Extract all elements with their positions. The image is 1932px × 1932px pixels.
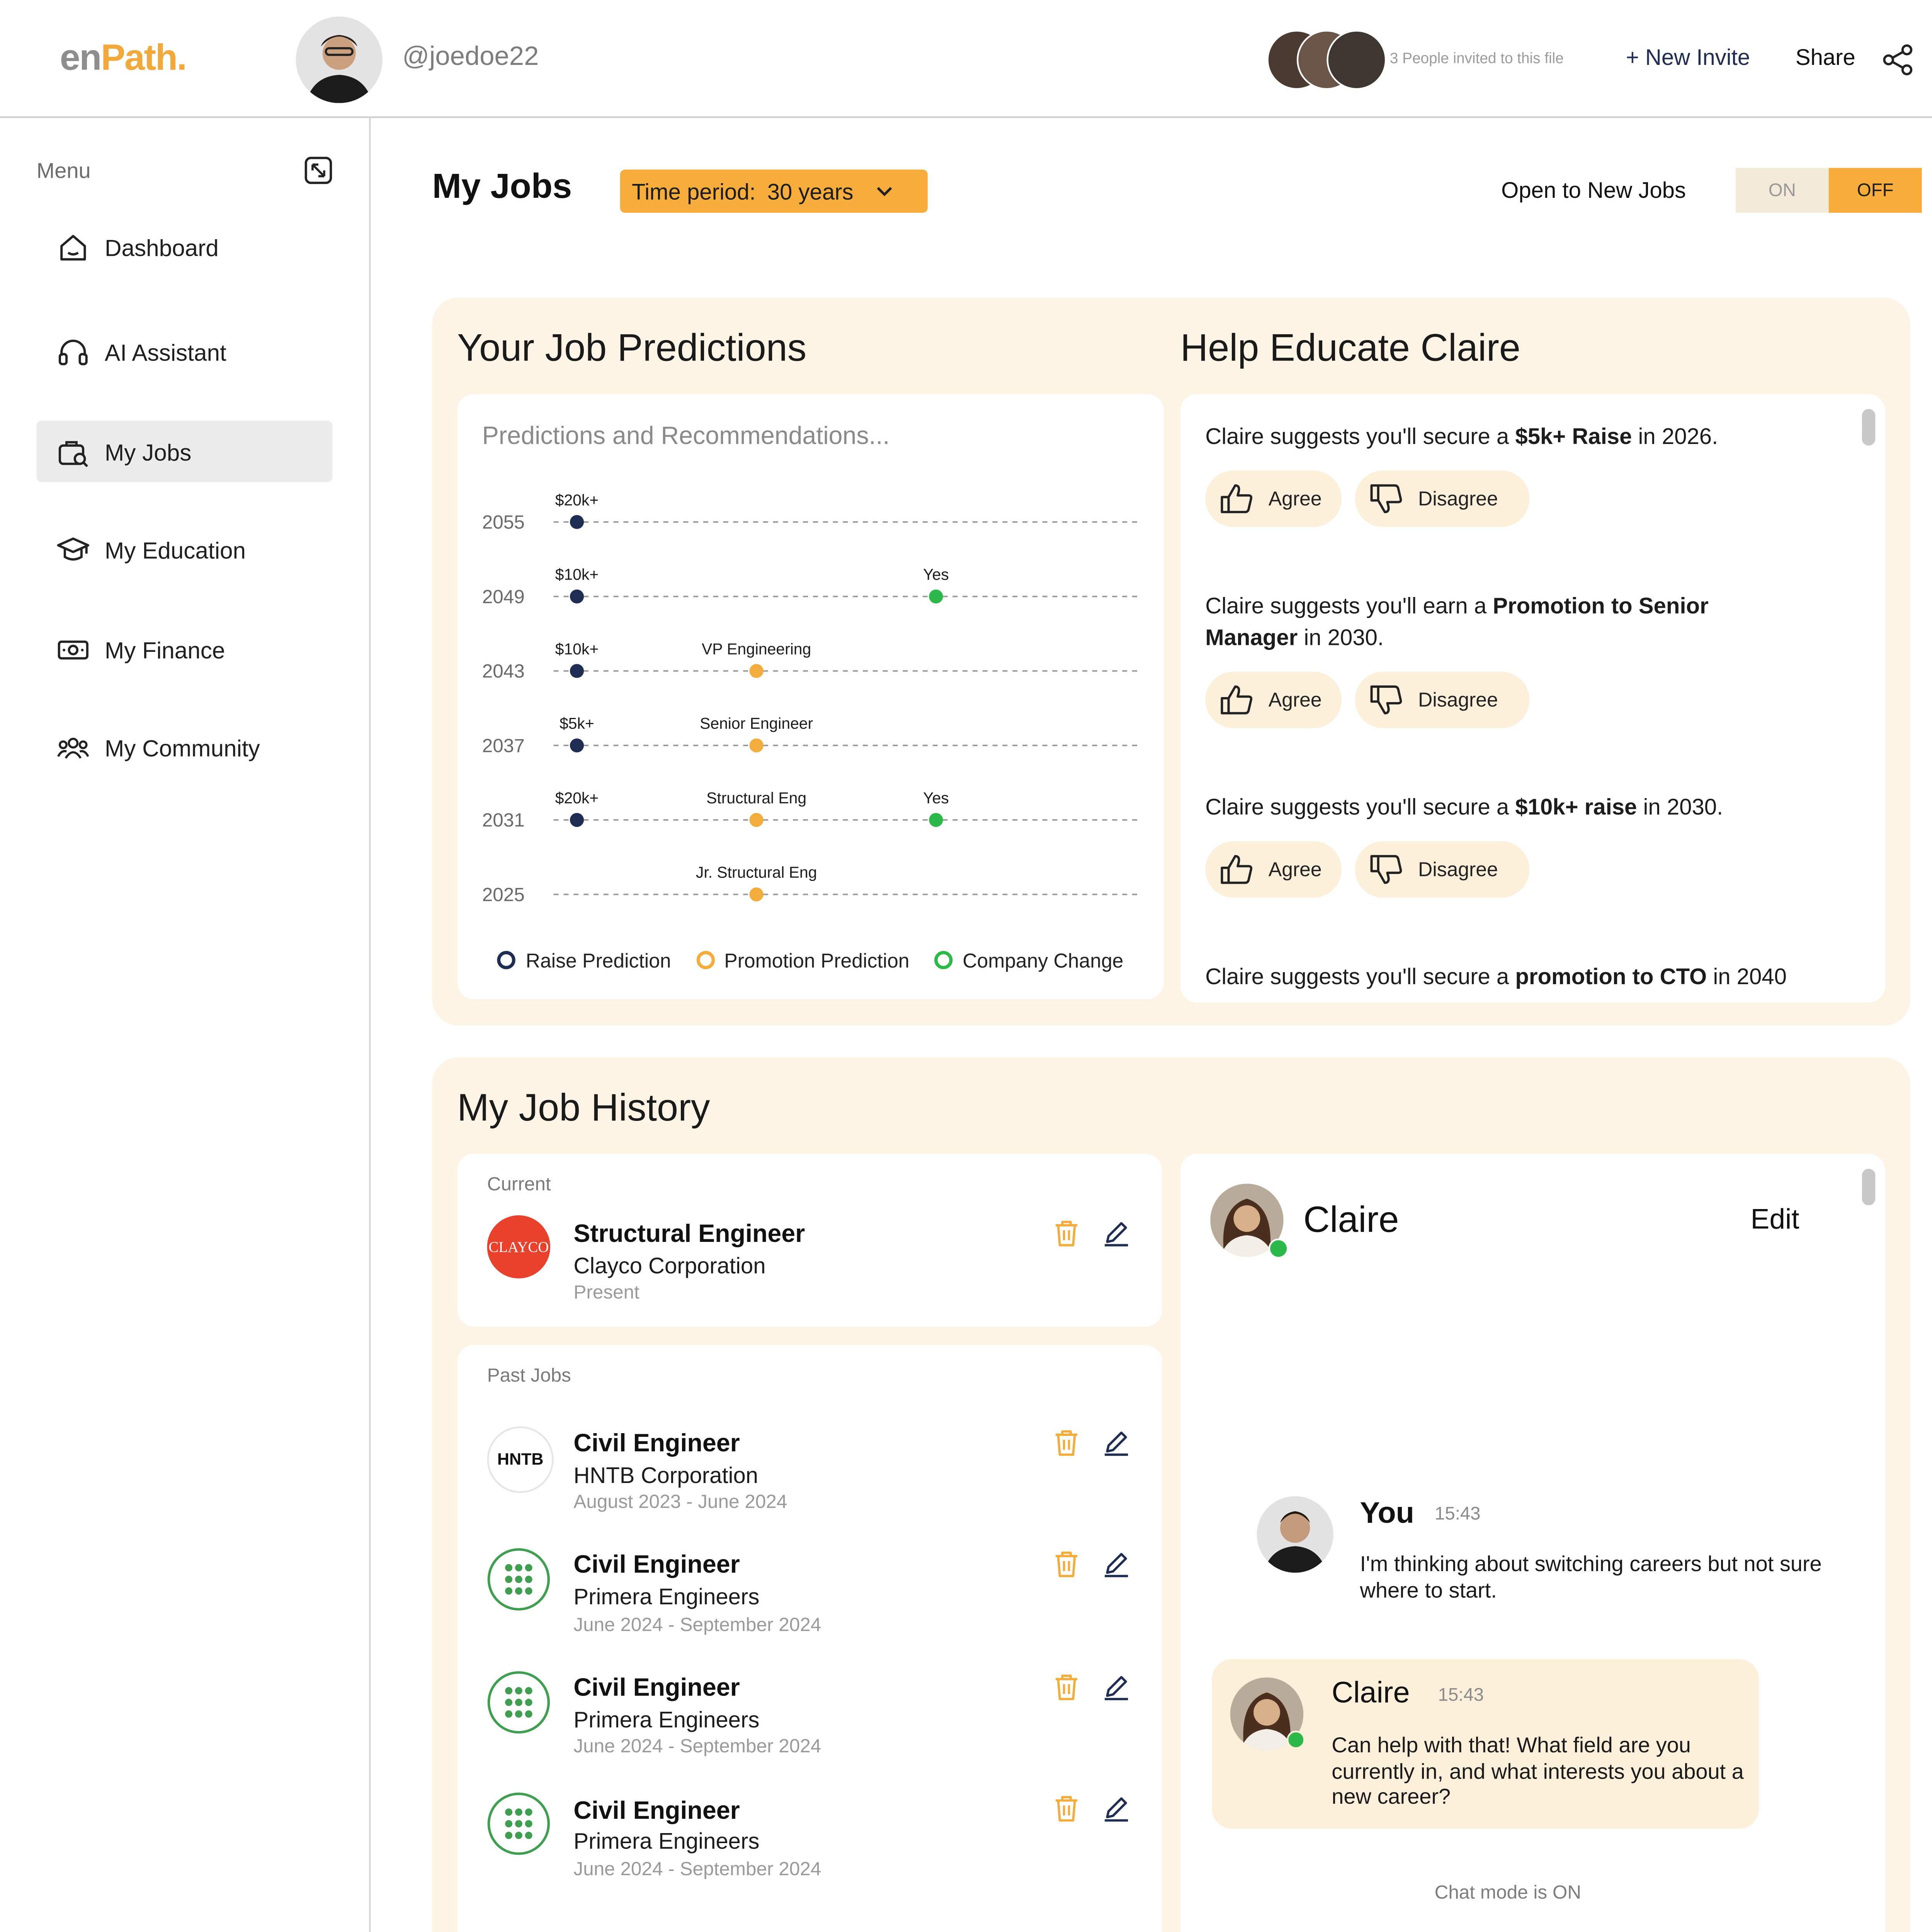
legend-dot-promotion (696, 951, 714, 969)
data-label: Yes (923, 565, 949, 583)
agree-button[interactable]: Agree (1205, 841, 1342, 898)
time-period-label: Time period: (631, 179, 756, 204)
message-sender: You (1360, 1496, 1415, 1530)
share-button[interactable]: Share (1795, 45, 1855, 70)
briefcase-search-icon (56, 435, 90, 468)
educate-card (1180, 394, 1885, 1003)
suggestion-text: Claire suggests you'll secure a $10k+ raise in 2030. (1205, 794, 1723, 820)
disagree-button[interactable]: Disagree (1355, 471, 1530, 527)
past-jobs-card (457, 1345, 1162, 1932)
data-label: $10k+ (555, 640, 599, 658)
message-time: 15:43 (1438, 1685, 1484, 1706)
sidebar-item-my-community[interactable] (37, 716, 333, 778)
sidebar-item-label: My Community (105, 734, 260, 761)
open-to-jobs-label: Open to New Jobs (1501, 178, 1686, 203)
job-title: Civil Engineer (573, 1674, 740, 1702)
invitee-avatar (1327, 30, 1386, 90)
new-invite-button[interactable]: + New Invite (1626, 45, 1750, 70)
y-tick-label: 2037 (482, 735, 525, 757)
trash-icon[interactable] (1052, 1549, 1080, 1579)
message-text: Can help with that! What field are you currently in, and what interests you about a new career? (1332, 1732, 1744, 1809)
trash-icon[interactable] (1052, 1219, 1080, 1248)
clayco-logo: CLAYCO (487, 1215, 550, 1278)
thumbs-up-icon (1219, 683, 1255, 716)
job-title: Civil Engineer (573, 1430, 740, 1458)
legend-promotion: Promotion Prediction (696, 949, 909, 973)
hntb-logo: HNTB (487, 1427, 554, 1493)
y-tick-label: 2049 (482, 586, 525, 607)
community-icon (56, 731, 90, 764)
message-time: 15:43 (1435, 1504, 1481, 1525)
y-tick-label: 2031 (482, 810, 525, 831)
chart-point[interactable] (570, 590, 584, 604)
toggle-off-option[interactable]: OFF (1829, 168, 1922, 213)
agree-button[interactable]: Agree (1205, 672, 1342, 728)
edit-icon[interactable] (1102, 1549, 1131, 1578)
page-title: My Jobs (432, 168, 572, 206)
scrollbar[interactable] (1862, 409, 1875, 446)
job-company: Primera Engineers (573, 1707, 760, 1733)
chart-point[interactable] (570, 813, 584, 827)
suggestion-text: Claire suggests you'll secure a promotion to CTO in 2040 (1205, 964, 1787, 989)
money-icon (56, 633, 90, 666)
suggestion-text: Claire suggests you'll earn a Promotion to Senior Manager in 2030. (1205, 593, 1709, 650)
sidebar-item-my-education[interactable] (37, 519, 333, 580)
job-dates: June 2024 - September 2024 (573, 1860, 821, 1881)
invited-text: 3 People invited to this file (1389, 50, 1564, 67)
online-status-indicator (1287, 1731, 1305, 1749)
primera-logo (487, 1792, 550, 1855)
job-history-title: My Job History (457, 1085, 710, 1129)
data-label: Jr. Structural Eng (696, 863, 817, 881)
message-sender: Claire (1332, 1675, 1410, 1709)
user-avatar[interactable] (296, 17, 383, 103)
sidebar (0, 116, 371, 1932)
chart-point[interactable] (570, 738, 584, 752)
chart-point[interactable] (750, 888, 764, 901)
scrollbar[interactable] (1862, 1169, 1875, 1206)
sidebar-item-label: My Jobs (105, 438, 192, 465)
chart-point[interactable] (929, 813, 943, 827)
chevron-down-icon (877, 186, 893, 196)
legend-raise: Raise Prediction (498, 949, 671, 973)
legend-dot-company-change (934, 951, 952, 969)
current-label: Current (487, 1175, 551, 1196)
chat-mode-text: Chat mode is ON (1434, 1883, 1582, 1904)
sidebar-item-label: My Finance (105, 636, 225, 663)
sidebar-item-dashboard[interactable] (37, 216, 333, 277)
legend-company-change: Company Change (934, 949, 1123, 973)
job-dates: June 2024 - September 2024 (573, 1737, 821, 1757)
invited-avatars[interactable] (1267, 30, 1383, 86)
y-tick-label: 2043 (482, 660, 525, 682)
thumbs-down-icon (1368, 853, 1405, 886)
job-dates: Present (573, 1283, 639, 1304)
data-label: VP Engineering (702, 640, 811, 658)
legend-dot-raise (498, 951, 516, 969)
edit-button[interactable]: Edit (1750, 1204, 1799, 1235)
top-bar (0, 0, 1932, 118)
current-job-card (457, 1154, 1162, 1327)
primera-logo (487, 1671, 550, 1734)
thumbs-down-icon (1368, 683, 1405, 716)
thumbs-up-icon (1219, 482, 1255, 515)
data-label: Structural Eng (706, 789, 807, 807)
open-to-jobs-toggle[interactable] (1736, 168, 1922, 213)
data-label: $20k+ (555, 491, 599, 509)
suggestion-text: Claire suggests you'll secure a $5k+ Raise in 2026. (1205, 424, 1718, 449)
predictions-title: Your Job Predictions (457, 326, 807, 369)
y-tick-label: 2055 (482, 512, 525, 533)
chart-point[interactable] (929, 590, 943, 604)
enpath-logo[interactable]: enPath. (60, 36, 186, 78)
data-label: $20k+ (555, 789, 599, 807)
online-status-indicator (1269, 1238, 1289, 1259)
primera-logo (487, 1548, 550, 1611)
home-icon (56, 230, 90, 264)
chat-contact-name: Claire (1303, 1199, 1399, 1240)
chart-point[interactable] (570, 515, 584, 529)
predictions-card (457, 394, 1164, 999)
thumbs-down-icon (1368, 482, 1405, 515)
data-label: Senior Engineer (700, 714, 813, 733)
agree-button[interactable]: Agree (1205, 471, 1342, 527)
chart-point[interactable] (570, 664, 584, 678)
job-company: Clayco Corporation (573, 1253, 766, 1279)
message-text: I'm thinking about switching careers but not sure where to start. (1360, 1551, 1822, 1602)
job-title: Civil Engineer (573, 1797, 740, 1826)
toggle-on-option[interactable]: ON (1736, 168, 1829, 213)
trash-icon[interactable] (1052, 1672, 1080, 1702)
chart-point[interactable] (750, 813, 764, 827)
chart-point[interactable] (750, 738, 764, 752)
predictions-card-title: Predictions and Recommendations... (482, 422, 890, 451)
job-title: Structural Engineer (573, 1220, 805, 1249)
data-label: $10k+ (555, 565, 599, 583)
chat-card (1180, 1154, 1885, 1932)
chart-legend (457, 949, 1164, 973)
disagree-button[interactable]: Disagree (1355, 672, 1530, 728)
data-label: $5k+ (560, 714, 594, 733)
edit-icon[interactable] (1102, 1794, 1131, 1822)
job-company: HNTB Corporation (573, 1463, 759, 1488)
sidebar-item-label: Dashboard (105, 233, 219, 260)
headset-icon (56, 335, 90, 368)
sidebar-item-my-finance[interactable] (37, 619, 333, 680)
job-company: Primera Engineers (573, 1584, 760, 1609)
chart-point[interactable] (750, 664, 764, 678)
predictions-chart (457, 477, 1164, 926)
job-company: Primera Engineers (573, 1828, 760, 1854)
trash-icon[interactable] (1052, 1428, 1080, 1458)
graduation-cap-icon (56, 533, 90, 566)
educate-title: Help Educate Claire (1180, 326, 1520, 369)
menu-label: Menu (36, 158, 91, 183)
username: @joedoe22 (402, 43, 539, 72)
sidebar-item-label: My Education (105, 536, 246, 563)
data-label: Yes (923, 789, 949, 807)
job-dates: June 2024 - September 2024 (573, 1616, 821, 1636)
job-title: Civil Engineer (573, 1551, 740, 1580)
edit-icon[interactable] (1102, 1428, 1131, 1456)
sidebar-item-label: AI Assistant (105, 338, 226, 365)
job-dates: August 2023 - June 2024 (573, 1493, 787, 1513)
sidebar-item-ai-assistant[interactable] (37, 321, 333, 382)
sidebar-item-my-jobs[interactable] (37, 421, 333, 482)
trash-icon[interactable] (1052, 1794, 1080, 1823)
past-jobs-label: Past Jobs (487, 1366, 571, 1387)
time-period-value: 30 years (767, 179, 854, 204)
you-avatar (1257, 1496, 1333, 1573)
thumbs-up-icon (1219, 853, 1255, 886)
edit-icon[interactable] (1102, 1219, 1131, 1247)
time-period-dropdown[interactable] (620, 170, 928, 213)
y-tick-label: 2025 (482, 884, 525, 905)
collapse-icon[interactable] (304, 156, 332, 184)
edit-icon[interactable] (1102, 1672, 1131, 1701)
disagree-button[interactable]: Disagree (1355, 841, 1530, 898)
share-icon[interactable] (1882, 43, 1915, 77)
